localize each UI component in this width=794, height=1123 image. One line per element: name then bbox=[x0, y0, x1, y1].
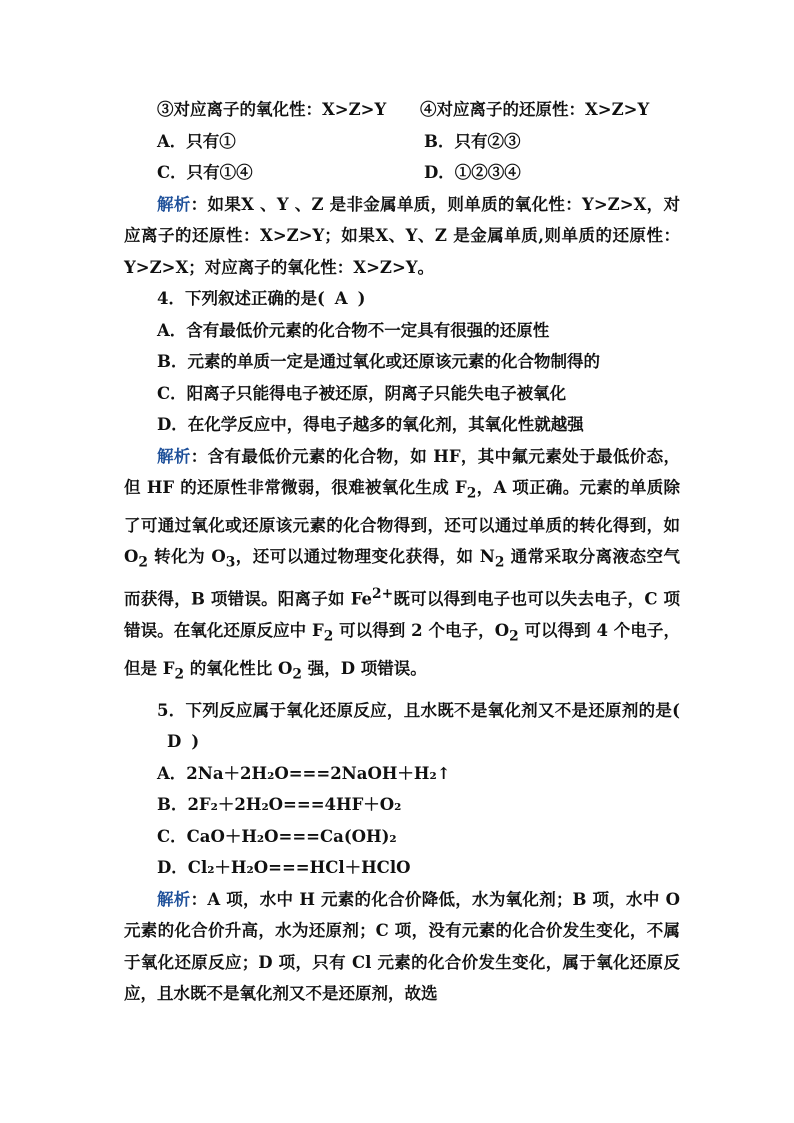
q4-option-a: A．含有最低价元素的化合物不一定具有很强的还原性 bbox=[157, 320, 550, 340]
q3-analysis-text: ：如果X 、Y 、Z 是非金属单质，则单质的氧化性：Y>Z>X，对应离子的还原性：X>Z>Y；如果X、Y、Z 是金属单质,则单质的还原性：Y>Z>X；对应离子的氧化性：X>Z>Y。 bbox=[124, 194, 680, 277]
q3-options-row-1 bbox=[124, 126, 680, 158]
q4-analysis-text: 转化为 O bbox=[147, 547, 226, 567]
page-content bbox=[124, 94, 680, 1010]
q5-analysis-label: 解析 bbox=[157, 889, 191, 909]
q3-statement-3: ③对应离子的氧化性：X>Z>Y bbox=[157, 100, 387, 119]
subscript: 2 bbox=[466, 485, 477, 502]
q5-option-d: D．Cl₂＋H₂O===HCl＋HClO bbox=[157, 858, 411, 878]
q3-options-row-2 bbox=[124, 157, 680, 189]
subscript: 3 bbox=[225, 554, 236, 571]
q4-stem-close: ) bbox=[357, 289, 366, 308]
q3-option-a: A．只有① bbox=[157, 131, 236, 151]
q4-stem-text: 4．下列叙述正确的是( bbox=[157, 289, 325, 308]
subscript: 2 bbox=[494, 554, 505, 571]
q4-analysis-text: ：含有最低价元素的化合物，如 HF，其中氟元素处于最低价态，但 HF 的还原性非常微弱，很难被氧化生成 F bbox=[124, 446, 680, 497]
q3-statements bbox=[124, 94, 680, 126]
subscript: 2 bbox=[138, 554, 148, 571]
q3-statement-4: ④对应离子的还原性：X>Z>Y bbox=[420, 100, 650, 119]
q3-option-b: B．只有②③ bbox=[424, 131, 521, 151]
q4-answer: A bbox=[334, 289, 348, 308]
q5-analysis bbox=[124, 884, 680, 1010]
q4-analysis-text: 的氧化性比 O bbox=[184, 658, 293, 678]
q4-option-b: B．元素的单质一定是通过氧化或还原该元素的化合物制得的 bbox=[157, 352, 600, 371]
q3-analysis-label: 解析 bbox=[157, 194, 191, 214]
q4-analysis-text: ，A 项正确。元素的单质除了可通过氧化或还原该元素的化合物得到，还可以通过单质的转化得到，如 O bbox=[124, 478, 680, 567]
subscript: 2 bbox=[509, 628, 519, 645]
q4-analysis-text: 可以得到 4 个电子，但是 F bbox=[124, 621, 680, 678]
q5-stem bbox=[124, 695, 680, 758]
q5-analysis-text: ：A 项，水中 H 元素的化合价降低，水为氧化剂；B 项，水中 O 元素的化合价升高，水为还原剂；C 项，没有元素的化合价发生变化，不属于氧化还原反应；D 项，只有 Cl 元素的化合价发生变化，属于氧化还原反应，且水既不是氧化剂又不是还原剂，故选 bbox=[124, 889, 681, 1004]
q5-option-c: C．CaO＋H₂O===Ca(OH)₂ bbox=[157, 826, 397, 846]
q5-stem-close: ) bbox=[191, 732, 200, 752]
q3-option-d: D．①②③④ bbox=[424, 163, 521, 182]
q4-analysis-text: ，还可以通过物理变化获得，如 N bbox=[235, 547, 495, 567]
subscript: 2 bbox=[292, 666, 302, 683]
q5-option-b: B．2F₂＋2H₂O===4HF＋O₂ bbox=[157, 795, 402, 815]
q4-option-d: D．在化学反应中，得电子越多的氧化剂，其氧化性就越强 bbox=[157, 415, 584, 434]
q4-analysis bbox=[124, 441, 680, 691]
q5-option-a: A．2Na＋2H₂O===2NaOH＋H₂↑ bbox=[157, 763, 451, 783]
subscript: 2 bbox=[174, 666, 185, 683]
q4-analysis-text: 可以得到 2 个电子，O bbox=[333, 621, 510, 641]
q4-stem bbox=[124, 283, 680, 315]
subscript: 2 bbox=[323, 628, 334, 645]
q5-answer: D bbox=[167, 732, 182, 752]
q3-option-c: C．只有①④ bbox=[157, 163, 253, 182]
q4-analysis-label: 解析 bbox=[157, 446, 191, 466]
q4-analysis-text: 既可以得到电子也可以失去电子，C 项错误。在氧化还原反应中 F bbox=[124, 589, 680, 641]
q4-analysis-text: 强，D 项错误。 bbox=[302, 658, 427, 678]
q4-analysis-text: 通常采取分离液态空气而获得，B 项错误。阳离子如 Fe bbox=[124, 547, 681, 609]
q5-stem-text: 5．下列反应属于氧化还原反应，且水既不是氧化剂又不是还原剂的是( bbox=[157, 700, 680, 720]
q4-option-c: C．阳离子只能得电子被还原，阴离子只能失电子被氧化 bbox=[157, 383, 567, 403]
q3-analysis bbox=[124, 189, 680, 284]
superscript: 2+ bbox=[372, 586, 394, 603]
